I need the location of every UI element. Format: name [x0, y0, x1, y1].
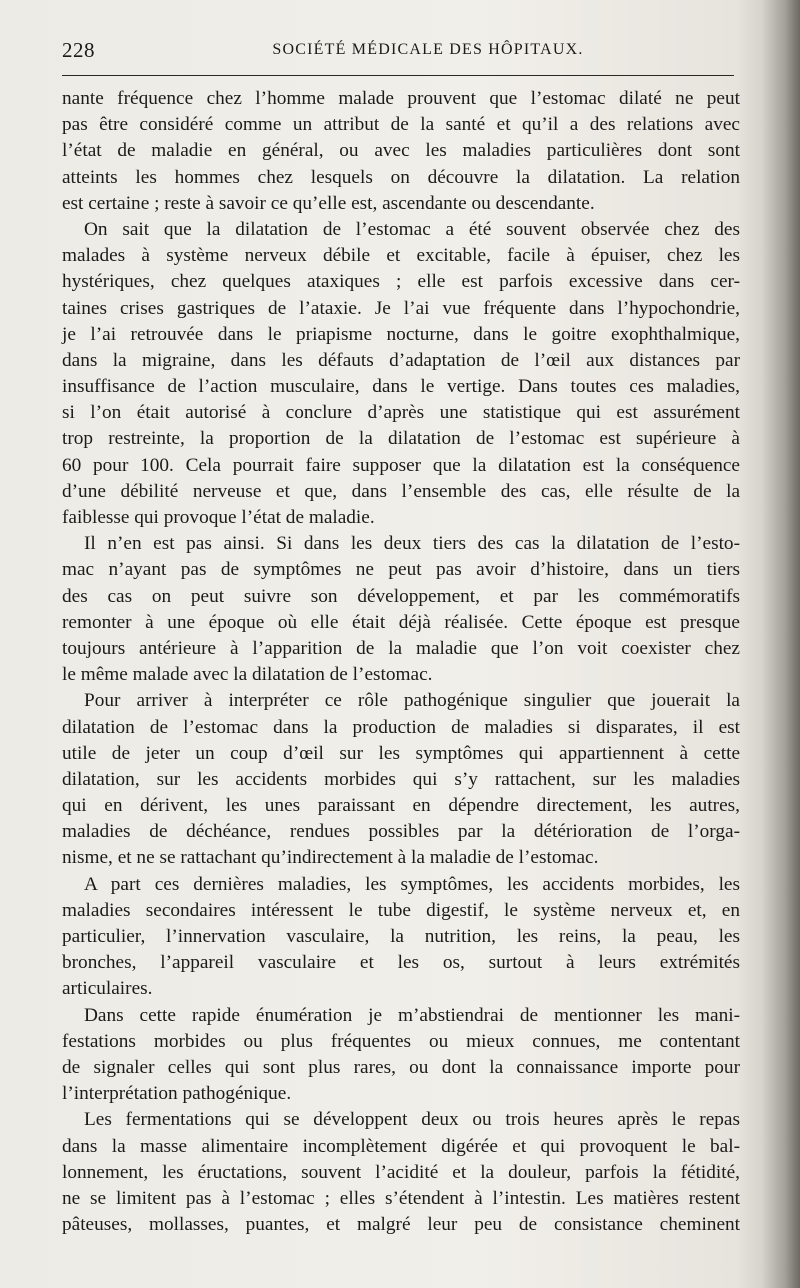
text-line: dans la masse alimentaire incomplètement digérée et qui provoquent le bal- — [62, 1135, 740, 1157]
text-line: trop restreinte, la proportion de la dilatation de l’estomac est supérieure à — [62, 428, 740, 450]
text-line: dans la migraine, dans les défauts d’adaptation de l’œil aux distances par — [62, 349, 740, 371]
text-line: lonnement, les éructations, souvent l’acidité et la douleur, parfois la fétidité, — [62, 1161, 740, 1183]
body-text — [62, 86, 740, 1238]
text-line: pas être considéré comme un attribut de la santé et qu’il a des relations avec — [62, 114, 740, 136]
text-line: toujours antérieure à l’apparition de la maladie que l’on voit coexister chez — [62, 637, 740, 659]
text-line: dilatation, sur les accidents morbides qui s’y rattachent, sur les maladies — [62, 768, 740, 790]
text-line: d’une débilité nerveuse et que, dans l’ensemble des cas, elle résulte de la — [62, 480, 740, 502]
running-head: SOCIÉTÉ MÉDICALE DES HÔPITAUX. — [272, 41, 584, 58]
page-gutter-shadow — [762, 0, 800, 1288]
text-line: dilatation de l’estomac dans la production de maladies si disparates, il est — [62, 716, 740, 738]
text-line: taines crises gastriques de l’ataxie. Je l’ai vue fréquente dans l’hypochondrie, — [62, 297, 740, 319]
text-line: de signaler celles qui sont plus rares, ou dont la connaissance importe pour — [62, 1056, 740, 1078]
text-line: A part ces dernières maladies, les symptômes, les accidents morbides, les — [84, 873, 740, 895]
text-line: articulaires. — [62, 978, 153, 1000]
text-line: nisme, et ne se rattachant qu’indirectement à la maladie de l’estomac. — [62, 847, 599, 869]
header-rule — [62, 75, 734, 76]
text-line: faiblesse qui provoque l’état de maladie. — [62, 507, 375, 528]
text-line: mac n’ayant pas de symptômes ne peut pas avoir d’histoire, dans un tiers — [62, 559, 740, 581]
text-line: pâteuses, mollasses, puantes, et malgré leur peu de consistance cheminent — [62, 1214, 740, 1236]
text-line: hystériques, chez quelques ataxiques ; elle est parfois excessive dans cer- — [62, 271, 740, 293]
text-line: je l’ai retrouvée dans le priapisme nocturne, dans le goitre exophthalmique, — [62, 323, 740, 345]
text-line: Il n’en est pas ainsi. Si dans les deux tiers des cas la dilatation de l’esto- — [84, 533, 740, 555]
text-line: qui en dérivent, les unes paraissant en dépendre directement, les autres, — [62, 795, 740, 817]
text-line: si l’on était autorisé à conclure d’après une statistique qui est assurément — [62, 402, 740, 424]
text-line: maladies de déchéance, rendues possibles par la détérioration de l’orga- — [62, 821, 740, 843]
text-line: nante fréquence chez l’homme malade prouvent que l’estomac dilaté ne peut — [62, 88, 740, 109]
text-line: Dans cette rapide énumération je m’abstiendrai de mentionner les mani- — [84, 1004, 740, 1026]
text-line: festations morbides ou plus fréquentes ou mieux connues, me contentant — [62, 1030, 740, 1052]
text-line: l’interprétation pathogénique. — [62, 1083, 292, 1105]
text-line: est certaine ; reste à savoir ce qu’elle est, ascendante ou descendante. — [62, 192, 595, 214]
text-line: utile de jeter un coup d’œil sur les symptômes qui appartiennent à cette — [62, 742, 740, 764]
text-line: le même malade avec la dilatation de l’estomac. — [62, 664, 433, 686]
text-line: ne se limitent pas à l’estomac ; elles s’étendent à l’intestin. Les matières restent — [62, 1187, 740, 1209]
page-header — [62, 38, 734, 66]
text-line: bronches, l’appareil vasculaire et les os, surtout à leurs extrémités — [62, 952, 740, 974]
text-line: On sait que la dilatation de l’estomac a été souvent observée chez des — [84, 218, 740, 240]
text-line: remonter à une époque où elle était déjà réalisée. Cette époque est presque — [62, 611, 740, 633]
text-line: insuffisance de l’action musculaire, dans le vertige. Dans toutes ces maladies, — [62, 376, 740, 398]
text-line: Les fermentations qui se développent deux ou trois heures après le repas — [84, 1109, 740, 1131]
text-line: 60 pour 100. Cela pourrait faire supposer que la dilatation est la conséquence — [62, 454, 740, 476]
text-line: des cas on peut suivre son développement, et par les commémoratifs — [62, 585, 740, 607]
text-line: l’état de maladie en général, ou avec les maladies particulières dont sont — [62, 140, 740, 162]
text-line: atteints les hommes chez lesquels on découvre la dilatation. La relation — [62, 166, 740, 188]
text-line: Pour arriver à interpréter ce rôle pathogénique singulier que jouerait la — [84, 690, 740, 712]
page-number: 228 — [62, 38, 95, 62]
text-line: malades à système nerveux débile et excitable, facile à épuiser, chez les — [62, 245, 740, 267]
text-line: maladies secondaires intéressent le tube digestif, le système nerveux et, en — [62, 899, 740, 921]
text-line: particulier, l’innervation vasculaire, la nutrition, les reins, la peau, les — [62, 926, 740, 947]
